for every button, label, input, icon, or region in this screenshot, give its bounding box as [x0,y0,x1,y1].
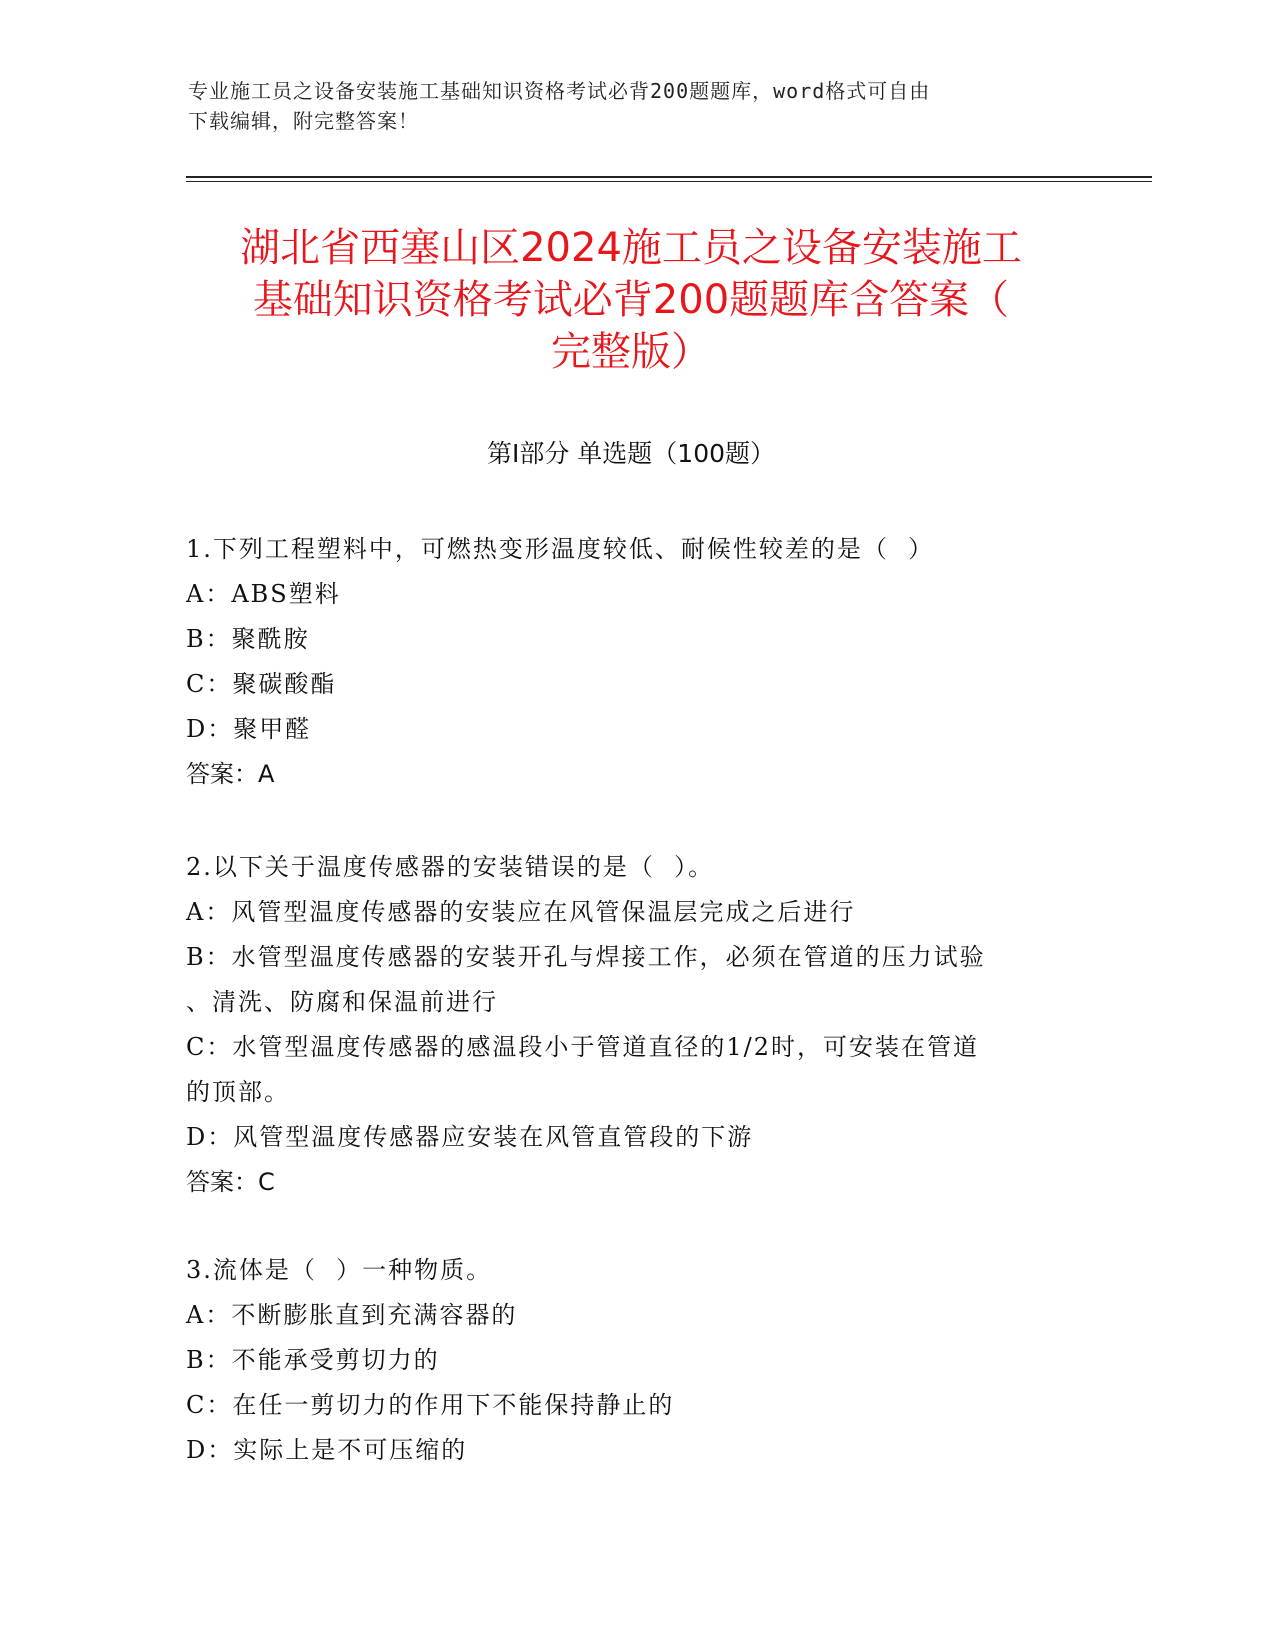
option-d: D：风管型温度传感器应安装在风管直管段的下游 [186,1123,754,1151]
section-heading: 第Ⅰ部分 单选题（100题） [486,439,776,468]
option-c: C：水管型温度传感器的感温段小于管道直径的1/2时，可安装在管道 的顶部。 [186,1033,979,1106]
option-d: D：聚甲醛 [186,715,312,743]
question-2 [186,845,1086,1205]
option-a: A：不断膨胀直到充满容器的 [186,1301,518,1329]
question-3 [186,1248,1086,1473]
header-rule-thin [186,181,1152,182]
document-title [186,222,1076,378]
answer: 答案：A [186,760,275,788]
header-note: 专业施工员之设备安装施工基础知识资格考试必背200题题库，word格式可自由 下载编辑，附完整答案！ [188,79,931,133]
option-b: B：不能承受剪切力的 [186,1346,440,1374]
option-c: C：在任一剪切力的作用下不能保持静止的 [186,1391,675,1419]
option-b: B：聚酰胺 [186,625,310,653]
question-1 [186,527,1086,797]
title-line-2: 基础知识资格考试必背200题题库含答案（ [252,277,1010,323]
option-b: B：水管型温度传感器的安装开孔与焊接工作，必须在管道的压力试验 、清洗、防腐和保温前进行 [186,943,986,1016]
answer: 答案：C [186,1168,275,1196]
question-stem: 3.流体是（ ）一种物质。 [186,1256,493,1284]
option-c: C：聚碳酸酯 [186,670,337,698]
header-rule-thick [186,176,1152,178]
option-a: A：风管型温度传感器的安装应在风管保温层完成之后进行 [186,898,856,926]
title-line-3: 完整版） [551,329,711,375]
option-a: A：ABS塑料 [186,580,341,608]
question-stem: 2.以下关于温度传感器的安装错误的是（ ）。 [186,853,715,881]
title-line-1: 湖北省西塞山区2024施工员之设备安装施工 [240,225,1022,271]
option-d: D：实际上是不可压缩的 [186,1436,468,1464]
question-stem: 1.下列工程塑料中，可燃热变形温度较低、耐候性较差的是（ ） [186,535,935,563]
